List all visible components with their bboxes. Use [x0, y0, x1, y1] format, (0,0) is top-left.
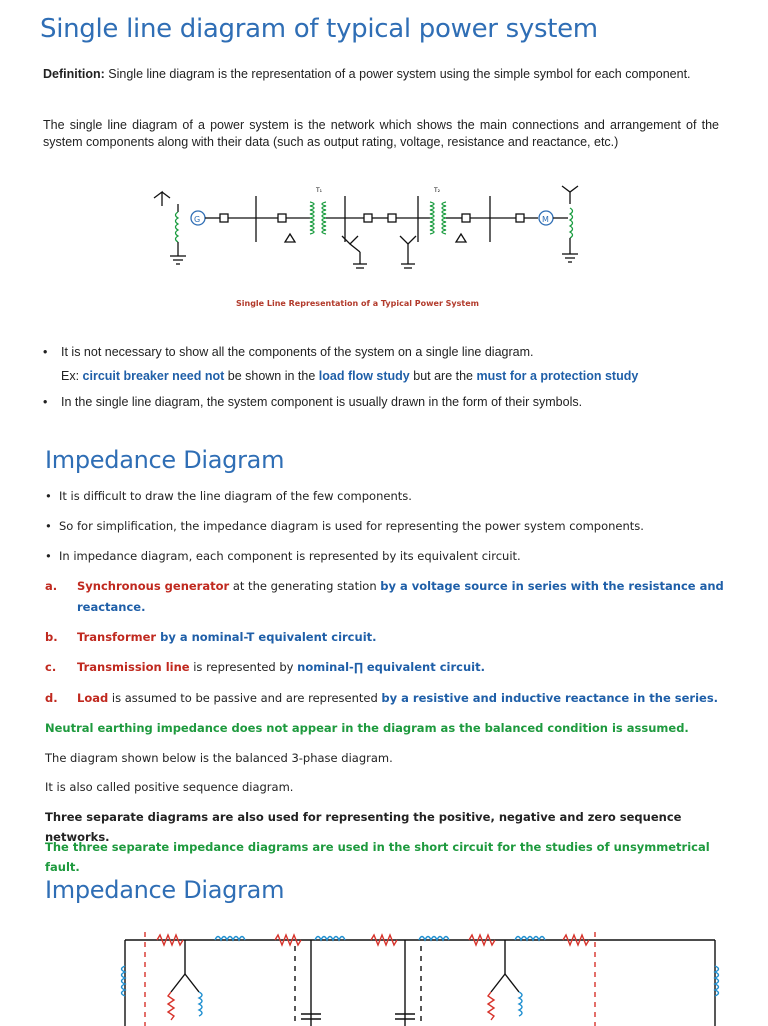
bullet-item: • It is difficult to draw the line diagram of the few components. [45, 489, 412, 503]
single-line-diagram [150, 180, 610, 290]
generator-symbol: G [194, 215, 201, 224]
bullet-item: • It is not necessary to show all the components of the system on a single line diagram. [43, 345, 534, 359]
impedance-diagram [115, 926, 735, 1026]
definition-label: Definition: [43, 67, 105, 81]
motor-symbol: M [542, 215, 549, 224]
item-c: c. Transmission line is represented by nominal-∏ equivalent circuit. [45, 660, 485, 674]
t1-label: T₁ [316, 187, 323, 194]
item-b: b. Transformer by a nominal-T equivalent circuit. [45, 630, 377, 644]
diagram-caption: Single Line Representation of a Typical Power System [236, 299, 479, 308]
line-positive: It is also called positive sequence diagram. [45, 780, 294, 794]
bullet-item: • In the single line diagram, the system component is usually drawn in the form of their symbols. [43, 395, 583, 409]
item-a-cont: reactance. [77, 600, 146, 614]
impedance-heading: Impedance Diagram [45, 446, 285, 474]
t2-label: T₂ [434, 187, 441, 194]
item-a: a. Synchronous generator at the generating station by a voltage source in series with the resistance and [45, 579, 724, 593]
item-d: d. Load is assumed to be passive and are represented by a resistive and inductive reactance in the series. [45, 691, 719, 705]
line-green2: The three separate impedance diagrams are used in the short circuit for the studies of unsymmetrical fault. [45, 840, 710, 874]
line-balanced: The diagram shown below is the balanced 3-phase diagram. [45, 751, 393, 765]
line-three: Three separate diagrams are also used for representing the positive, negative and zero sequence networks. [45, 810, 682, 844]
example-line: Ex: circuit breaker need not be shown in the load flow study but are the must for a protection study [61, 369, 639, 383]
intro-paragraph: The single line diagram of a power system is the network which shows the main connections and arrangement of the system components along with their data (such as output rating, voltage, resistance and reactance, etc.) [43, 118, 719, 149]
definition-paragraph [43, 66, 719, 83]
bullet-item: • In impedance diagram, each component is represented by its equivalent circuit. [45, 549, 521, 563]
bullet-item: • So for simplification, the impedance diagram is used for representing the power system components. [45, 519, 644, 533]
note-green: Neutral earthing impedance does not appear in the diagram as the balanced condition is assumed. [45, 721, 689, 735]
page-title: Single line diagram of typical power system [40, 14, 598, 44]
definition-text: Single line diagram is the representation of a power system using the simple symbol for each component. [104, 67, 691, 81]
impedance-heading-2: Impedance Diagram [45, 876, 285, 904]
